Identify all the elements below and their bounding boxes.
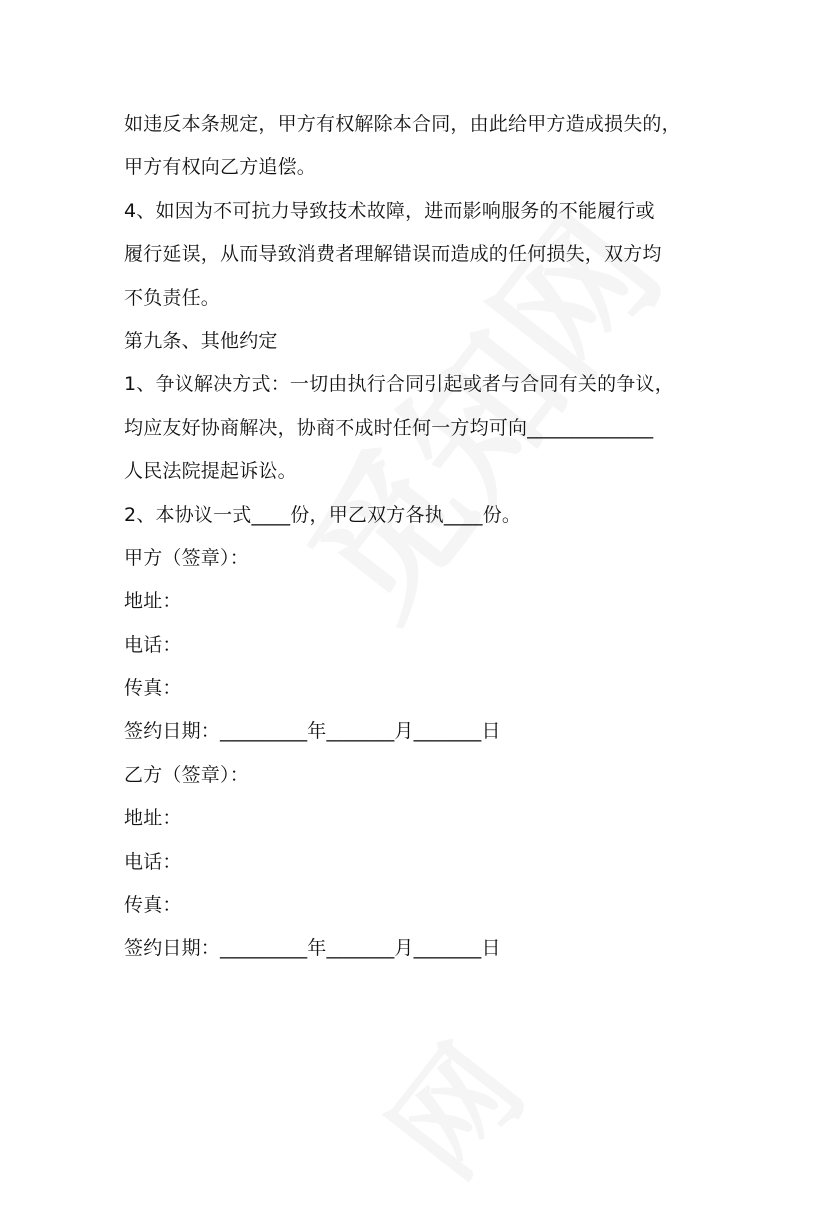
party-a-sign-date: 签约日期：_________年_______月_______日: [124, 720, 501, 743]
party-b-seal: 乙方（签章）：: [124, 763, 249, 786]
paragraph-line: 1、争议解决方式：一切由执行合同引起或者与合同有关的争议，: [124, 373, 674, 396]
party-a-fax: 传真：: [124, 677, 182, 700]
contract-text: [124, 103, 724, 971]
party-b-sign-date: 签约日期：_________年_______月_______日: [124, 937, 501, 960]
paragraph-line: 均应友好协商解决，协商不成时任何一方均可向_____________: [124, 416, 654, 439]
section-heading: 第九条、其他约定: [124, 329, 278, 352]
paragraph-line: 4、如因为不可抗力导致技术故障，进而影响服务的不能履行或: [124, 199, 655, 222]
paragraph-line: 如违反本条规定，甲方有权解除本合同，由此给甲方造成损失的，: [124, 113, 681, 135]
party-a-address: 地址：: [124, 590, 182, 613]
paragraph-line: 履行延误，从而导致消费者理解错误而造成的任何损失，双方均: [124, 243, 662, 266]
party-b-phone: 电话：: [124, 850, 182, 873]
party-b-fax: 传真：: [124, 894, 182, 917]
paragraph-line: 2、本协议一式____份，甲乙双方各执____份。: [124, 503, 522, 526]
party-a-seal: 甲方（签章）：: [124, 546, 249, 569]
paragraph-line: 人民法院提起诉讼。: [124, 460, 297, 483]
paragraph-line: 不负责任。: [124, 286, 221, 309]
party-b-address: 地址：: [124, 807, 182, 830]
party-a-phone: 电话：: [124, 633, 182, 656]
watermark-partial: [345, 1006, 554, 1206]
paragraph-line: 甲方有权向乙方追偿。: [124, 156, 317, 179]
